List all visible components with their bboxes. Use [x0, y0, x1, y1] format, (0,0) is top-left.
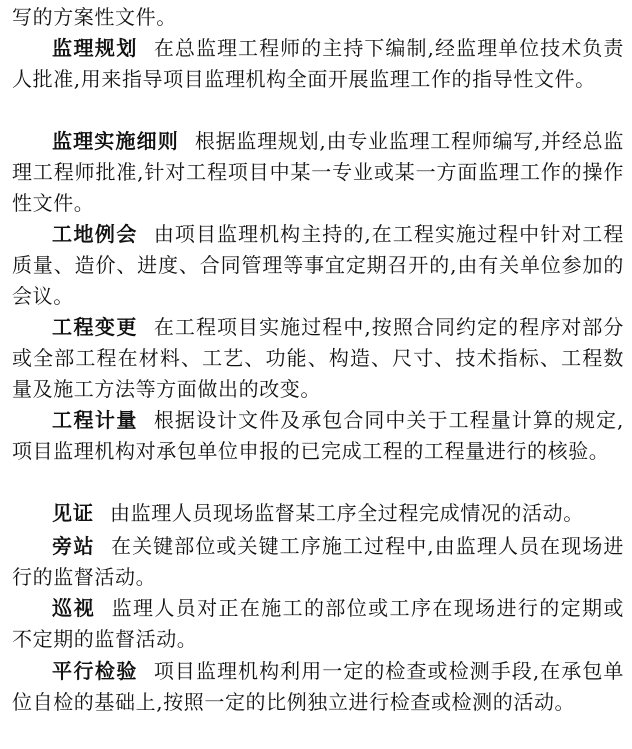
- term-heading: 工程计量: [52, 408, 138, 432]
- definition-paragraph-engineering-change: [12, 312, 624, 405]
- definition-paragraph-supervision-plan: [12, 33, 624, 95]
- term-heading: 监理实施细则: [52, 129, 179, 153]
- term-heading: 工地例会: [52, 222, 138, 246]
- definition-paragraph-patrol: [12, 593, 624, 655]
- definition-paragraph-site-meeting: [12, 219, 624, 312]
- term-heading: 巡视: [52, 596, 96, 620]
- definition-paragraph-side-station: [12, 531, 624, 593]
- definition-paragraph-witness: [12, 498, 624, 529]
- definition-paragraph-parallel-inspection: [12, 656, 624, 718]
- definition-text: 在关键部位或关键工序施工过程中,由监理人员在现场进行的监督活动。: [12, 534, 625, 589]
- term-heading: 见证: [52, 501, 94, 525]
- definition-text: 根据设计文件及承包合同中关于工程量计算的规定,项目监理机构对承包单位申报的已完成工程的工程量进行的核验。: [12, 408, 624, 463]
- definition-text: 在总监理工程师的主持下编制,经监理单位技术负责人批准,用来指导项目监理机构全面开展监理工作的指导性文件。: [12, 36, 624, 91]
- definition-text: 根据监理规划,由专业监理工程师编写,并经总监理工程师批准,针对工程项目中某一专业或某一方面监理工作的操作性文件。: [12, 129, 624, 215]
- term-heading: 工程变更: [52, 315, 138, 339]
- definition-text: 由监理人员现场监督某工序全过程完成情况的活动。: [110, 501, 584, 525]
- term-heading: 监理规划: [52, 36, 138, 60]
- definition-paragraph-implementation-rules: [12, 126, 624, 219]
- term-heading: 旁站: [52, 534, 95, 558]
- definition-text: 由项目监理机构主持的,在工程实施过程中针对工程质量、造价、进度、合同管理等事宜定期召开的,由有关单位参加的会议。: [12, 222, 624, 308]
- definition-text: 监理人员对正在施工的部位或工序在现场进行的定期或不定期的监督活动。: [12, 596, 625, 651]
- continuation-paragraph: [12, 2, 624, 33]
- term-heading: 平行检验: [52, 659, 138, 683]
- definition-paragraph-quantity-measurement: [12, 405, 624, 467]
- definition-text: 在工程项目实施过程中,按照合同约定的程序对部分或全部工程在材料、工艺、功能、构造、尺寸、技术指标、工程数量及施工方法等方面做出的改变。: [12, 315, 624, 401]
- continuation-text: 写的方案性文件。: [12, 5, 177, 29]
- definition-text: 项目监理机构利用一定的检查或检测手段,在承包单位自检的基础上,按照一定的比例独立进行检查或检测的活动。: [12, 659, 624, 714]
